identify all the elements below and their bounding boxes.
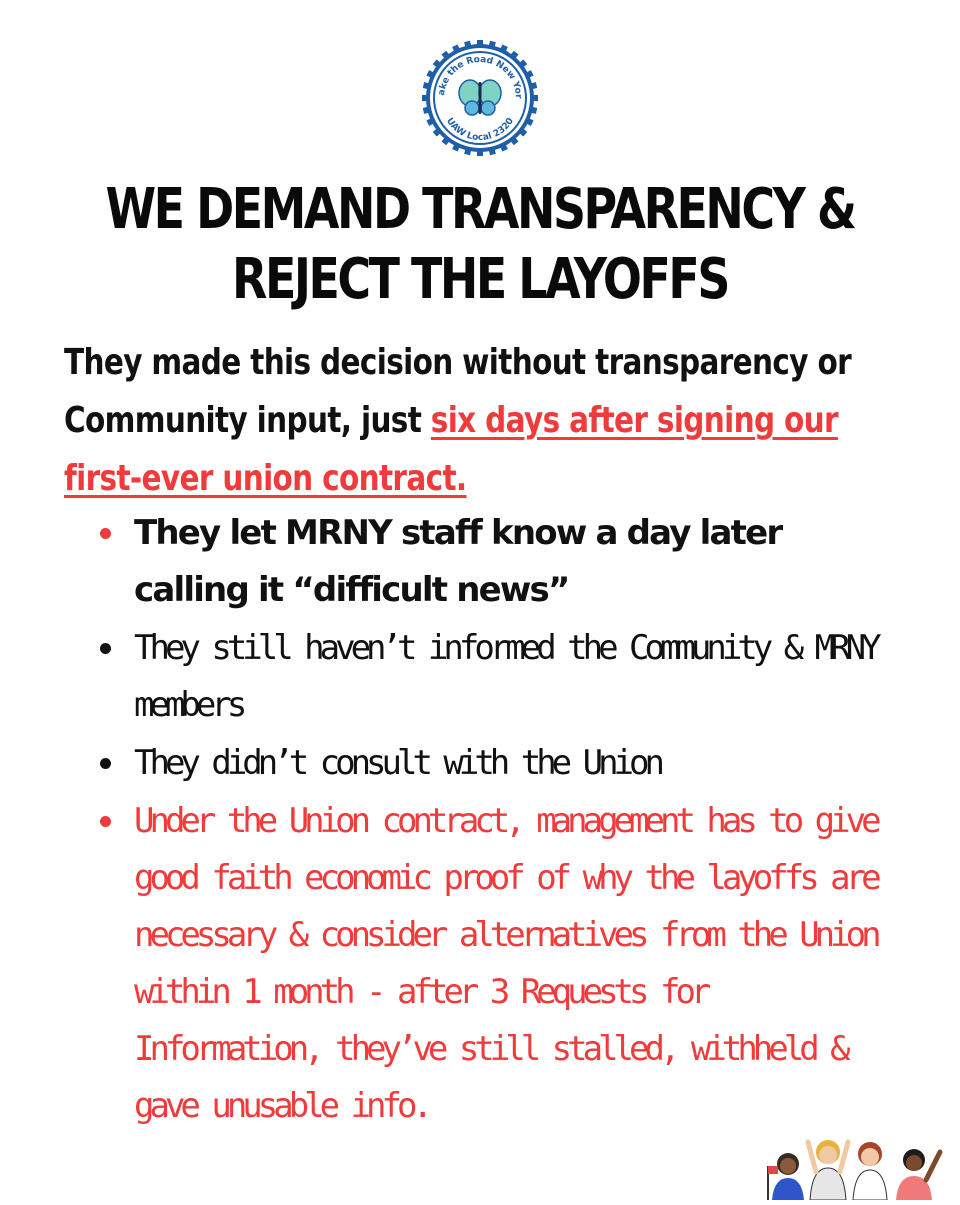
- svg-text:UAW Local 2320: UAW Local 2320: [444, 116, 516, 144]
- intro-highlight: six days after signing our first-ever union contract.: [64, 400, 838, 499]
- gear-seal-icon: [420, 38, 540, 158]
- svg-text:Make the Road New York: ake the Road New Yor: [437, 54, 524, 99]
- intro-text: They made this decision without transparency or Community input, just: [64, 342, 851, 441]
- bullet-text: Under the Union contract, management has to give good faith economic proof of why the layoffs are necessary & consider alternatives from the Union within 1 month - after 3 Requests for Information, they’ve still stalled, withheld & gave unusable info.: [134, 801, 877, 1126]
- protesters-icon: [758, 1130, 954, 1200]
- bullet-list: [100, 505, 900, 1136]
- bullet-item: [100, 793, 900, 1135]
- bullet-text: They didn’t consult with the Union: [134, 743, 660, 783]
- union-logo: [420, 38, 540, 158]
- bullet-text: They let MRNY staff know a day later calling it “difficult news”: [134, 513, 782, 610]
- bullet-dot-icon: [100, 758, 111, 769]
- intro-paragraph: [64, 334, 892, 508]
- bullet-dot-icon: [100, 816, 111, 827]
- bullet-item: [100, 505, 900, 619]
- bullet-dot-icon: [100, 528, 111, 539]
- protesters-illustration: [758, 1130, 954, 1200]
- headline-line-1: WE DEMAND TRANSPARENCY &: [105, 177, 855, 242]
- butterfly-icon: [459, 80, 501, 115]
- headline: [86, 175, 873, 315]
- bullet-item: [100, 735, 900, 792]
- bullet-item: [100, 620, 900, 734]
- bullet-text: They still haven’t informed the Community & MRNY members: [134, 628, 877, 725]
- bullet-dot-icon: [100, 643, 111, 654]
- headline-line-2: REJECT THE LAYOFFS: [232, 247, 728, 312]
